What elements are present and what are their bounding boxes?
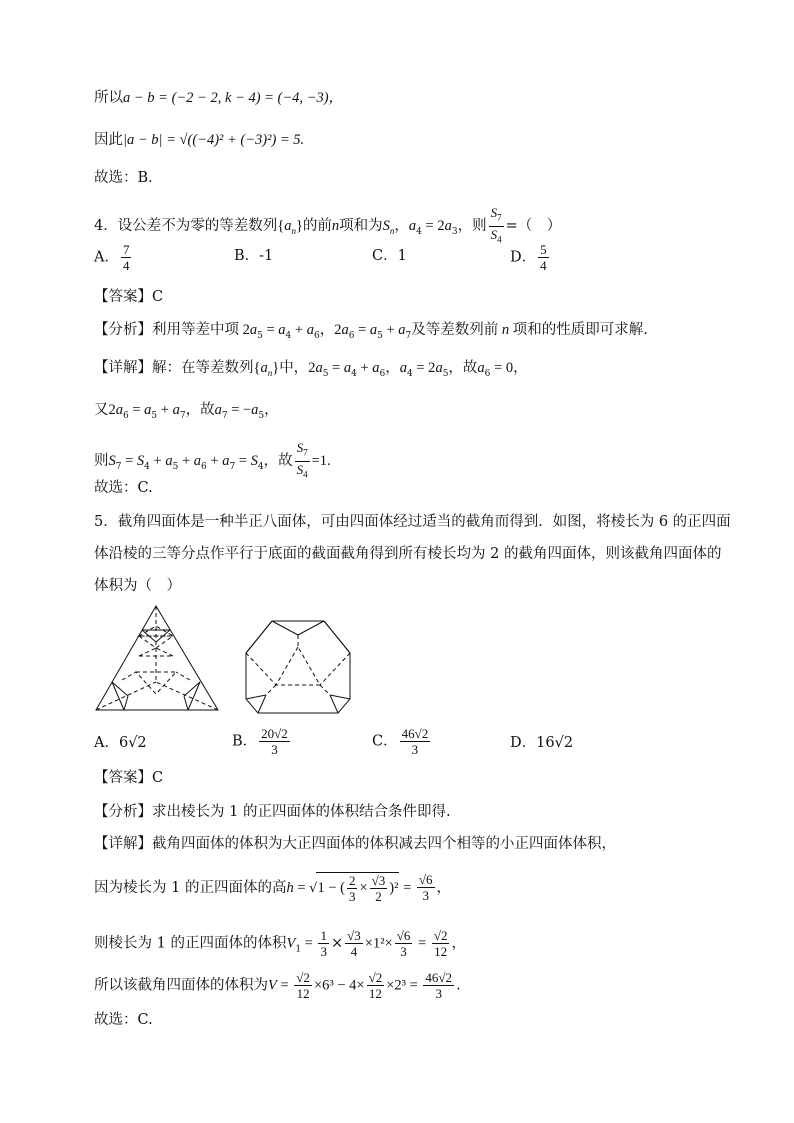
vector-expression: a − b = (−2 − 2, k − 4) = (−4, −3)， <box>123 90 344 106</box>
q4-answer: 【答案】C <box>94 289 164 305</box>
q4-analysis: 【分析】利用等差中项 $2a_5 = a_4 + a_6$，$2a_6 = a_5 + a_7$及等差数列前 n 项和的性质即可求解. <box>94 322 648 341</box>
tetrahedron-figure <box>94 604 220 714</box>
q5-stem-line-1: 5．截角四面体是一种半正八面体，可由四面体经过适当的截角而得到．如图，将棱长为 6 的正四面 <box>94 514 731 530</box>
q5-option-b[interactable]: B． $\frac{20√2}{3}$ <box>232 726 288 757</box>
q4-choice: 故选：C. <box>94 480 153 496</box>
solution-line-2: 因此|a − b| = √((−4)² + (−3)²) = 5. <box>94 132 305 148</box>
q5-option-a[interactable]: A．6√2 <box>94 735 147 751</box>
q5-detail: 【详解】截角四面体的体积为大正四面体的体积减去四个相等的小正四面体体积， <box>94 836 616 852</box>
q4-option-d[interactable]: D． $\frac{5}{4}$ <box>510 242 547 273</box>
q5-option-c[interactable]: C． $\frac{46√2}{3}$ <box>372 726 429 757</box>
q5-stem-line-3: 体积为（ ） <box>94 578 181 594</box>
q5-choice: 故选：C. <box>94 1012 153 1028</box>
q4-detail-line-1: 【详解】解：在等差数列$\{a_n\}$中，$2a_5 = a_4 + a_6$，$a_4 = 2a_5$，故$a_6 = 0$， <box>94 360 528 379</box>
solution-line-1: 所以a − b = (−2 − 2, k − 4) = (−4, −3)， <box>94 90 344 106</box>
q4-option-a[interactable]: A． $\frac{7}{4}$ <box>94 242 130 273</box>
q4-detail-line-2: 又$2a_6 = a_5 + a_7$，故$a_7 = -a_5$， <box>94 402 279 421</box>
q4-option-c[interactable]: C．1 <box>372 248 407 264</box>
q4-option-b[interactable]: B．-1 <box>234 248 274 264</box>
magnitude-expression: |a − b| = √((−4)² + (−3)²) = 5. <box>123 132 305 148</box>
q5-volume-line: 所以该截角四面体的体积为V = $\frac{√2}{12}$ ×6³ − 4× $\frac{√2}{12}$ ×2³ = $\frac{46√2}{3}$ . <box>94 970 461 1001</box>
q5-analysis: 【分析】求出棱长为 1 的正四面体的体积结合条件即得. <box>94 804 451 820</box>
question-4-stem: 4．设公差不为零的等差数列$\{a_n\}$的前n项和为$S_n$，$a_4 = 2a_3$，则 $\frac{S_7}{S_4}$ =（ ） <box>94 205 562 245</box>
q5-height-line: 因为棱长为 1 的正四面体的高h = √1 − ( $\frac{2}{3}$ × $\frac{√3}{2}$ )² = $\frac{√6}{3}$ ， <box>94 872 452 904</box>
q5-volume-unit-line: 则棱长为 1 的正四面体的体积$V_1$ = $\frac{1}{3}$ × $\frac{√3}{4}$ ×1²× $\frac{√6}{3}$ = $\frac{√2}{12}$ ， <box>94 928 466 959</box>
q5-answer: 【答案】C <box>94 770 164 786</box>
q5-stem-line-2: 体沿棱的三等分点作平行于底面的截面截角得到所有棱长均为 2 的截角四面体，则该截角四面体的 <box>94 546 722 562</box>
q4-detail-line-3: 则$S_7 = S_4 + a_5 + a_6 + a_7 = S_4$，故 $\frac{S_7}{S_4}$ =1. <box>94 440 331 480</box>
truncated-tetrahedron-figure <box>242 617 354 717</box>
q5-option-d[interactable]: D．16√2 <box>510 735 574 751</box>
choice-line-q3: 故选：B． <box>94 170 163 186</box>
